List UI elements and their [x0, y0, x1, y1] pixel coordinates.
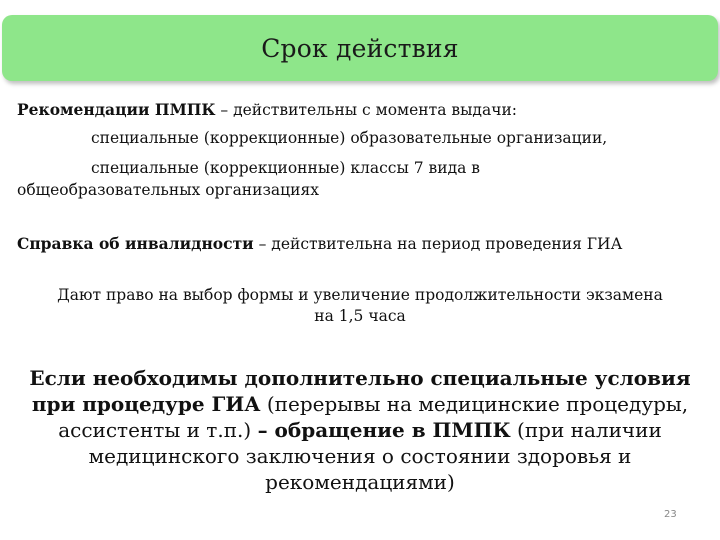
pmpk-rest: – действительны с момента выдачи:	[215, 101, 518, 119]
pmpk-item-2-line-2: общеобразовательных организациях	[17, 181, 319, 199]
disability-rest: – действительна на период проведения ГИА	[253, 235, 623, 253]
final-bold-2: – обращение в ПМПК	[257, 418, 511, 442]
page-number: 23	[664, 509, 677, 520]
disability-lead: Справка об инвалидности	[17, 234, 254, 253]
rights-line-2: на 1,5 часа	[314, 307, 406, 325]
final-plain-1: (перерывы на медицинские процедуры, ассистенты и т.п.)	[58, 392, 689, 442]
slide-title: Срок действия	[261, 33, 459, 63]
final-plain-2: (при наличии медицинского заключения о состоянии здоровья и рекомендациями)	[88, 418, 662, 494]
pmpk-recommendation-line	[17, 100, 517, 120]
pmpk-lead: Рекомендации ПМПК	[17, 100, 216, 119]
disability-certificate-line	[17, 234, 622, 254]
rights-paragraph	[0, 285, 720, 327]
pmpk-item-2-line-1: специальные (коррекционные) классы 7 вида в	[91, 159, 481, 177]
title-banner	[2, 15, 718, 81]
final-paragraph	[20, 365, 700, 495]
pmpk-item-1: специальные (коррекционные) образовательные организации,	[91, 129, 608, 147]
rights-line-1: Дают право на выбор формы и увеличение продолжительности экзамена	[57, 286, 663, 304]
final-bold-1: Если необходимы дополнительно специальные условия при процедуре ГИА	[29, 366, 691, 416]
